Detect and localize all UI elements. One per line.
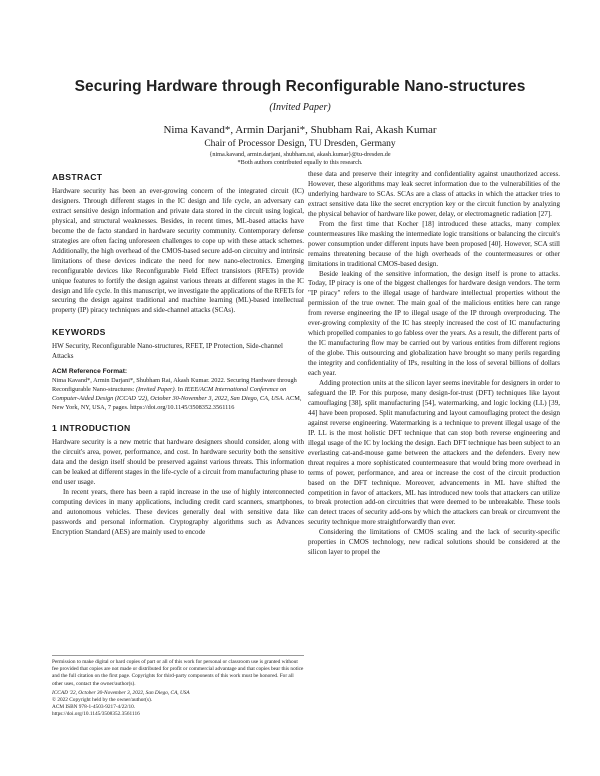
acm-reference-in: In: [176, 386, 185, 394]
intro-paragraph-1: Hardware security is a new metric that hardware designers should consider, along with the circuit's area, power, performance, and cost. In hardware security both the sensitive data and the design itself should be preserved against various threats. This information can be leaked at different stages in the life-cycle of a circuit from manufacturing phase to end user usage.: [52, 438, 304, 487]
left-column: [52, 170, 304, 538]
copyright-footnote: [52, 655, 304, 719]
paper-subtitle: (Invited Paper): [269, 102, 331, 113]
isbn-line: ACM ISBN 978-1-4503-9217-4/22/10.: [52, 704, 136, 711]
conference-info: ICCAD '22, October 30-November 3, 2022, San Diego, CA, USA: [52, 689, 190, 696]
doi-link[interactable]: https://doi.org/10.1145/3508352.3561116: [52, 711, 140, 718]
keywords-heading: KEYWORDS: [52, 327, 106, 338]
acm-reference-text: [52, 376, 304, 412]
acm-reference-heading: ACM Reference Format:: [52, 368, 128, 376]
abstract-text: Hardware security has been an ever-growing concern of the integrated circuit (IC) designers. Through different stages in the IC design and life cycle, an adversary can extract sensitive design information and private data stored in the circuit using logical, physical, and structural weaknesses. Besides, in recent times, ML-based attacks have become the de facto standard in hardware security community. Contemporary defense strategies are often facing unforeseen challenges to cope up with these attack schemes. Additionally, the high overhead of the CMOS-based secure add-on circuitry and intrinsic limitations of these devices indicate the need for new nano-electronics. Emerging reconfigurable devices like Reconfigurable Field Effect transistors (RFETs) provide unique features to fortify the design against various threats at different stages in the IC design and life cycle. In this manuscript, we investigate the applications of the RFETs for securing the design against traditional and machine learning (ML)-based intellectual property (IP) piracy techniques and side-channel attacks (SCAs).: [52, 187, 304, 315]
copyright-line: © 2022 Copyright held by the owner/author(s).: [52, 697, 153, 704]
acm-reference-invited: (Invited Paper).: [135, 386, 177, 394]
affiliation: Chair of Processor Design, TU Dresden, Germany: [204, 139, 396, 149]
right-paragraph-2: From the first time that Kocher [18] introduced these attacks, many complex countermeasures like masking the intermediate logic transitions or balancing the circuit's power consumption under different inputs have been proposed [40]. However, SCA still remains threatening because of the high overheads of the countermeasures or other limitations in traditional CMOS-based design.: [308, 219, 560, 268]
acm-reference-venue: IEEE/ACM International Conference on Computer-Aided Design (ICCAD '22), October 30-November 3, 2022, San Diego, CA, USA.: [52, 386, 287, 403]
paper-title: Securing Hardware through Reconfigurable Nano-structures: [74, 78, 526, 95]
acm-reference-tail: ACM, New York, NY, USA, 7 pages. https://doi.org/10.1145/3508352.3561116: [52, 395, 302, 412]
right-paragraph-1: these data and preserve their integrity and confidentiality against unauthorized access. However, these algorithms may leak secret information due to the vulnerabilities of the underlying hardware to SCAs. SCAs are a class of attacks in which the attacker tries to extract sensitive data like the secret encryption key or the circuit function by analyzing the physical behavior of hardware like power, delay, or electromagnetic radiation [27].: [308, 170, 560, 218]
intro-paragraph-2: In recent years, there has been a rapid increase in the use of highly interconnected computing devices in many applications, including credit card scanners, smartphones, and autonomous vehicles. These devices generally deal with sensitive data like passwords and personal information. Cryptography algorithms such as Advances Encryption Standard (AES) are mainly used to encode: [52, 488, 304, 536]
right-paragraph-5: Considering the limitations of CMOS scaling and the lack of security-specific properties in CMOS technology, new radical solutions should be considered at the silicon layer to propel the: [308, 528, 560, 557]
abstract-heading: ABSTRACT: [52, 172, 103, 182]
equal-contribution-note: *Both authors contributed equally to this research.: [237, 159, 363, 166]
right-column: [308, 170, 560, 558]
author-emails: {nima.kavand, armin.darjani, shubham.rai, akash.kumar}@tu-dresden.de: [209, 151, 391, 158]
author-list: Nima Kavand*, Armin Darjani*, Shubham Rai, Akash Kumar: [163, 124, 437, 136]
acm-reference-authors: Nima Kavand*, Armin Darjani*, Shubham Rai, Akash Kumar. 2022. Securing Hardware through Reconfigurable Nano-structures:: [52, 377, 297, 394]
right-paragraph-4: Adding protection units at the silicon layer seems inevitable for designers in order to safeguard the IP. For this purpose, many design-for-trust (DFT) techniques like layout camouflaging [38], split manufacturing [54], watermarking, and logic locking (LL) [39, 44] have been proposed. Split manufacturing and layout camouflaging protect the design against reverse engineering. Watermarking is a technique to prevent illegal usage of the IP. LL is the most holistic DFT technique that can stop both reverse engineering and illegal usage of the IC by locking the design. Each DFT technique has been subject to an everlasting cat-and-mouse game between the attackers and the defenders. Every new threat requires a more sophisticated countermeasure that would bring more overhead in terms of power, performance, and area or increase the cost of the circuit production based on the DFT technique. Moreover, advancements in ML have shifted the competition in favor of attackers, ML has introduced new tools that attackers can utilize to break protection add-on circuitries that were deemed to be unbreakable. These tools can detect traces of security add-ons by which the attackers can break or circumvent the security technique more straightforwardly than ever.: [308, 379, 560, 527]
keywords-text: HW Security, Reconfigurable Nano-structures, RFET, IP Protection, Side-channel Attacks: [52, 342, 283, 361]
introduction-heading: 1 INTRODUCTION: [52, 423, 131, 434]
right-paragraph-3: Beside leaking of the sensitive information, the design itself is prone to attacks. Today, IP piracy is one of the biggest challenges for hardware design vendors. The term "IP piracy" refers to the illegal usage of hardware intellectual properties without the permission of the true owner. The main goal of the malicious entities here can range from reverse engineering the IP to illegal usage of the IP through overproducing. The ever-growing complexity of the IC has steeply increased the cost of IC manufacturing which propelled companies to go fabless over the years. As a result, the different parts of the IC manufacturing flow may be carried out by various entities from different regions of the globe. This outsourcing and globalization have brought so many perils regarding the integrity and confidentiality of IPs, resulting in the loss of several billions of dollars each year.: [308, 269, 560, 378]
permission-notice: Permission to make digital or hard copies of part or all of this work for personal or classroom use is granted without fee provided that copies are not made or distributed for profit or commercial advantage and that copies bear this notice and the full citation on the first page. Copyrights for third-party components of this work must be honored. For all other uses, contact the owner/author(s).: [52, 659, 304, 687]
